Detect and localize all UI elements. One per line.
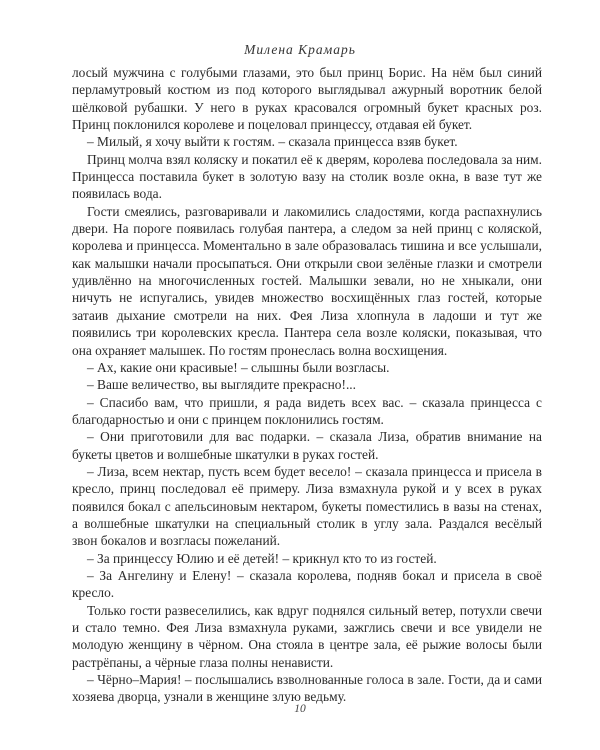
paragraph: – Лиза, всем нектар, пусть всем будет весело! – сказала принцесса и присела в кресло, принц последовал её примеру. Лиза взмахнула рукой и у всех в руках появился бокал с апельсиновым нектаром, букеты поместились в вазы на стенах, а волшебные шкатулки на специальный столик в углу зала. Раздался весёлый звон бокалов и возгласы пожеланий.: [72, 463, 542, 549]
paragraph: – Спасибо вам, что пришли, я рада видеть всех вас. – сказала принцесса с благодарностью и они с принцем поклонились гостям.: [72, 394, 542, 427]
paragraph: Принц молча взял коляску и покатил её к дверям, королева последовала за ним. Принцесса поставила букет в золотую вазу на столик возле окна, в вазе тут же появилась вода.: [72, 151, 542, 202]
paragraph: Только гости развеселились, как вдруг поднялся сильный ветер, потухли свечи и стало темно. Фея Лиза взмахнула руками, зажглись свечи и все увидели не молодую женщину в чёрном. Она стояла в центре зала, её рыжие волосы были растрёпаны, а чёрные глаза полны ненависти.: [72, 602, 542, 670]
paragraph: Гости смеялись, разговаривали и лакомились сладостями, когда распахнулись двери. На пороге появилась голубая пантера, а следом за ней принц с коляской, королева и принцесса. Моментально в зале образовалась тишина и все услышали, как малышки начали просыпаться. Они открыли свои зелёные глазки и смотрели удивлённо на многочисленных гостей. Малышки зевали, но не хныкали, они ничуть не испугались, увидев множество восхищённых глаз гостей, которые затаив дыхание смотрели на них. Фея Лиза хлопнула в ладоши и тут же появились три королевских кресла. Пантера села возле коляски, показывая, что она охраняет малышек. По гостям пронеслась волна восхищения.: [72, 203, 542, 358]
paragraph: – Они приготовили для вас подарки. – сказала Лиза, обратив внимание на букеты цветов и волшебные шкатулки в руках гостей.: [72, 429, 542, 462]
paragraph: лосый мужчина с голубыми глазами, это был принц Борис. На нём был синий перламутровый костюм из под которого выглядывал ажурный воротник белой шёлковой рубашки. У него в руках красовался огромный букет красных роз. Принц поклонился королеве и поцеловал принцессу, отдавая ей букет.: [72, 65, 542, 133]
running-header-author: Милена Крамарь: [244, 42, 356, 57]
page-number: 10: [294, 703, 306, 715]
paragraph: – За принцессу Юлию и её детей! – крикнул кто то из гостей.: [87, 550, 437, 566]
paragraph: – Ваше величество, вы выглядите прекрасно!...: [87, 377, 357, 393]
body-text: [72, 64, 542, 706]
paragraph: – Чёрно–Мария! – послышались взволнованные голоса в зале. Гости, да и сами хозяева дворца, узнали в женщине злую ведьму.: [72, 672, 542, 705]
paragraph: – Милый, я хочу выйти к гостям. – сказала принцесса взяв букет.: [87, 134, 458, 150]
paragraph: – За Ангелину и Елену! – сказала королева, подняв бокал и присела в своё кресло.: [72, 567, 542, 601]
paragraph: – Ах, какие они красивые! – слышны были возгласы.: [87, 359, 390, 375]
